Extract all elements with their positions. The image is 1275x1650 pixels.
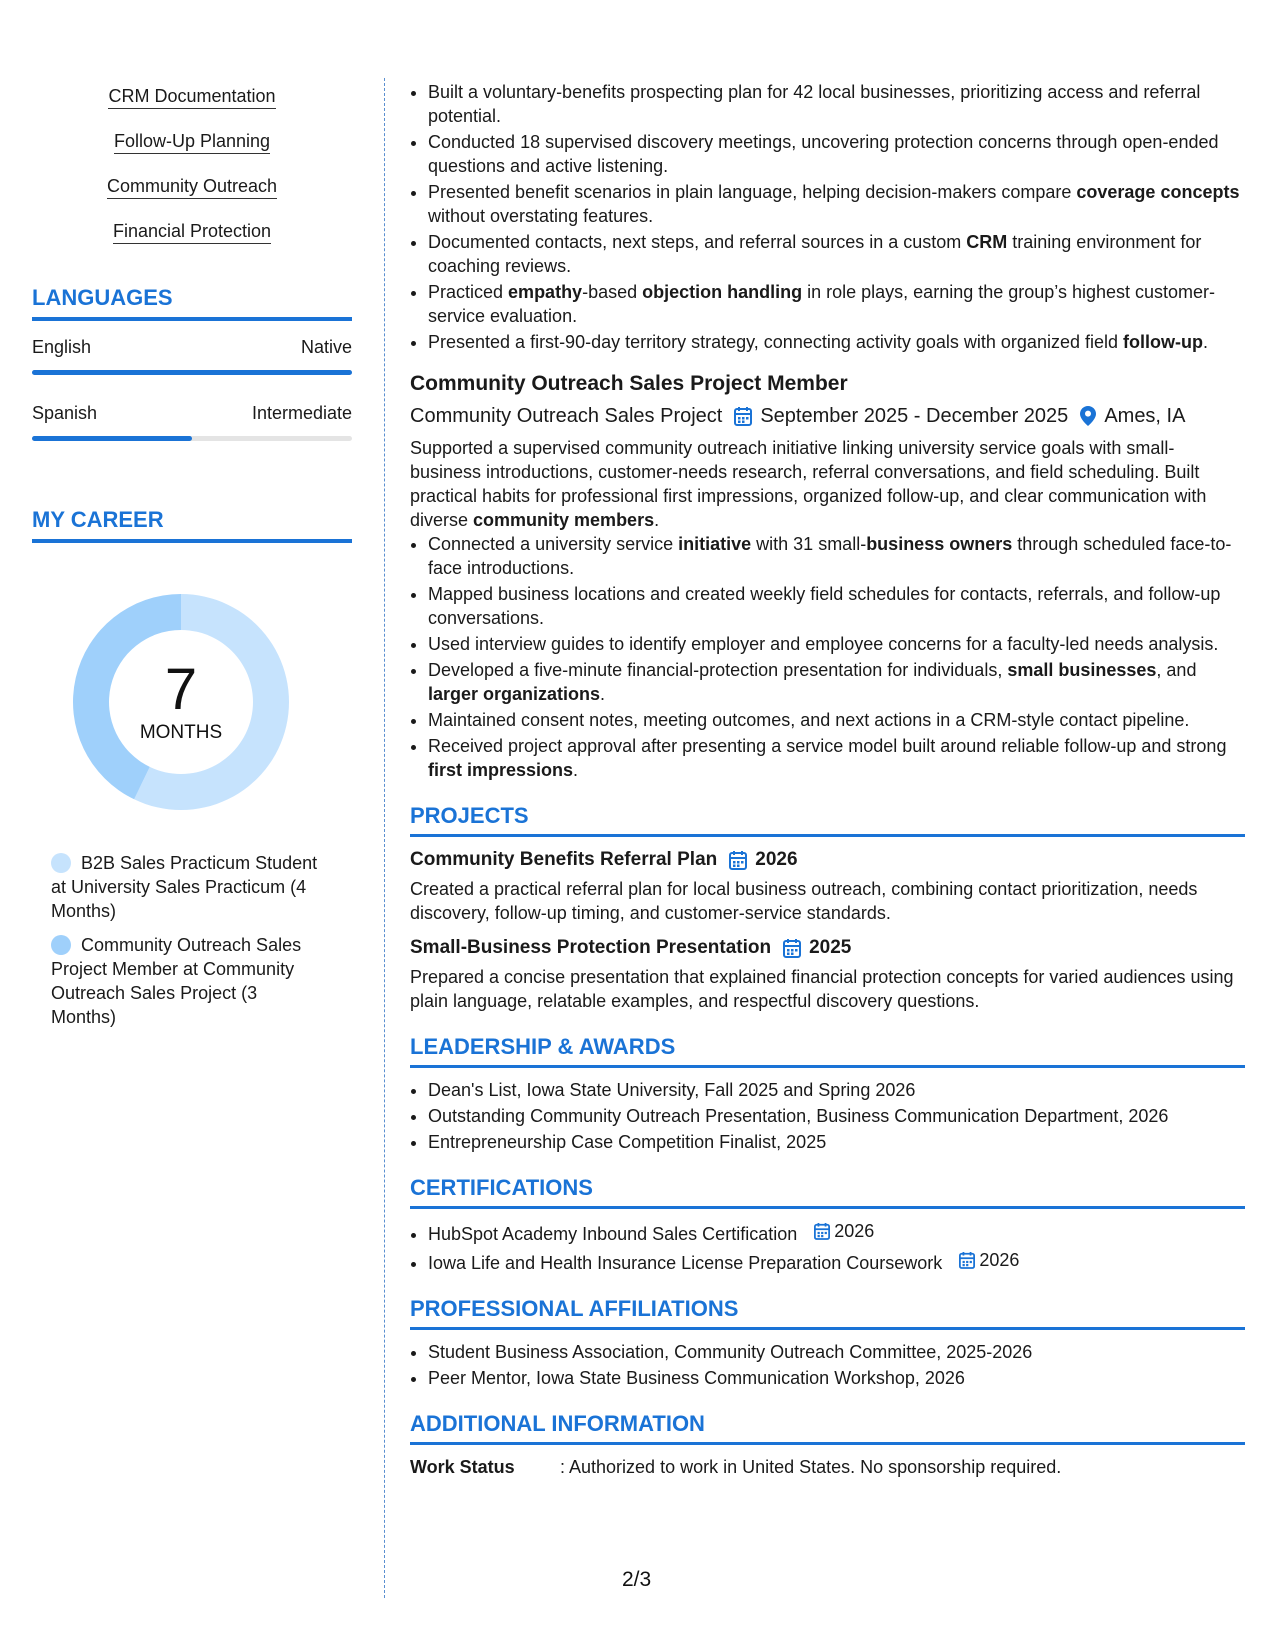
- language-bar: [32, 370, 352, 375]
- experience-bullet: • Maintained consent notes, meeting outcomes, and next actions in a CRM-style contact pipeline.: [428, 708, 1245, 732]
- skills-list: [32, 84, 352, 245]
- leadership-heading: LEADERSHIP & AWARDS: [410, 1033, 1245, 1068]
- project-description: Created a practical referral plan for local business outreach, combining contact prioritization, needs discovery, follow-up timing, and customer-service standards.: [410, 879, 1198, 923]
- main-column: [410, 80, 1245, 1479]
- career-legend: [51, 851, 321, 1029]
- calendar-icon: [783, 938, 801, 958]
- certification-year: 2026: [979, 1250, 1020, 1270]
- career-total-number: 7: [164, 657, 198, 722]
- job-location: Ames, IA: [1104, 405, 1186, 427]
- language-level: Native: [300, 337, 352, 357]
- skill-item: [32, 174, 352, 200]
- certification-item: [428, 1219, 1245, 1246]
- career-legend-item: [51, 933, 321, 1029]
- project-title: Small-Business Protection Presentation: [410, 937, 772, 958]
- leadership-item: • Dean's List, Iowa State University, Fall 2025 and Spring 2026: [428, 1078, 1245, 1102]
- experience-bullet: • Presented a first-90-day territory strategy, connecting activity goals with organized field follow-up.: [428, 330, 1245, 354]
- project-year: 2025: [809, 937, 852, 958]
- experience-bullet: • Developed a five-minute financial-protection presentation for individuals, small businesses, and larger organizations.: [428, 658, 1245, 706]
- column-divider: [384, 78, 385, 1598]
- affiliations-heading: PROFESSIONAL AFFILIATIONS: [410, 1295, 1245, 1330]
- experience-bullet: • Conducted 18 supervised discovery meetings, uncovering protection concerns through open-ended questions and active listening.: [428, 130, 1245, 178]
- skill-item: [32, 129, 352, 155]
- affiliation-item: • Peer Mentor, Iowa State Business Communication Workshop, 2026: [428, 1366, 1245, 1390]
- experience-bullet: • Mapped business locations and created weekly field schedules for contacts, referrals, and follow-up conversations.: [428, 582, 1245, 630]
- affiliations-list: [410, 1340, 1245, 1390]
- skill-label: CRM Documentation: [108, 86, 275, 109]
- job-title: Community Outreach Sales Project Member: [410, 372, 848, 395]
- work-status-value: : Authorized to work in United States. No sponsorship required.: [560, 1457, 1062, 1477]
- experience-bullet: • Used interview guides to identify employer and employee concerns for a faculty-led needs analysis.: [428, 632, 1245, 656]
- work-status-row: [410, 1455, 1245, 1479]
- language-level: Intermediate: [251, 403, 352, 423]
- experience-bullet: • Connected a university service initiative with 31 small-business owners through scheduled face-to-face introductions.: [428, 532, 1245, 580]
- calendar-icon: [814, 1222, 830, 1240]
- project-item: [410, 847, 1245, 925]
- additional-info-heading: ADDITIONAL INFORMATION: [410, 1410, 1245, 1445]
- leadership-item: • Entrepreneurship Case Competition Finalist, 2025: [428, 1130, 1245, 1154]
- language-bar-fill: [32, 436, 192, 441]
- languages-heading: LANGUAGES: [32, 285, 352, 321]
- certifications-heading: CERTIFICATIONS: [410, 1174, 1245, 1209]
- job-dates: September 2025 - December 2025: [760, 405, 1069, 427]
- calendar-icon: [729, 850, 747, 870]
- certifications-list: [410, 1219, 1245, 1275]
- language-spanish: [32, 403, 352, 441]
- experience-bullet: • Presented benefit scenarios in plain language, helping decision-makers compare coverage concepts without overstating features.: [428, 180, 1245, 228]
- skill-item: [32, 84, 352, 110]
- page-number: 2/3: [622, 1568, 652, 1591]
- leadership-item: • Outstanding Community Outreach Presentation, Business Communication Department, 2026: [428, 1104, 1245, 1128]
- skill-label: Financial Protection: [113, 221, 271, 244]
- career-total-unit: MONTHS: [139, 722, 223, 743]
- map-pin-icon: [1080, 406, 1096, 426]
- job-company: Community Outreach Sales Project: [410, 405, 723, 427]
- experience-bullet: • Received project approval after presenting a service model built around reliable follow-up and strong first impressions.: [428, 734, 1245, 782]
- project-title: Community Benefits Referral Plan: [410, 849, 718, 870]
- job-bullets: [410, 532, 1245, 782]
- job-entry: [410, 370, 1245, 782]
- skill-item: [32, 219, 352, 245]
- experience-bullet: • Practiced empathy-based objection handling in role plays, earning the group’s highest customer-service evaluation.: [428, 280, 1245, 328]
- calendar-icon: [959, 1251, 975, 1269]
- legend-label: B2B Sales Practicum Student at University Sales Practicum (4 Months): [51, 853, 318, 921]
- certification-year: 2026: [834, 1221, 875, 1241]
- legend-label: Community Outreach Sales Project Member at Community Outreach Sales Project (3 Months): [51, 935, 302, 1027]
- job-description: Supported a supervised community outreach initiative linking university service goals with small-business introductions, customer-needs research, referral conversations, and field scheduling. Built practical habits for professional first impressions, organized follow-up, and clear communication with diverse community members.: [410, 438, 1207, 530]
- previous-job-bullets: [410, 80, 1245, 354]
- calendar-icon: [734, 406, 752, 426]
- work-status-label: Work Status: [410, 1457, 515, 1477]
- certification-item: [428, 1248, 1245, 1275]
- language-name: English: [32, 337, 92, 357]
- language-bar-fill: [32, 370, 352, 375]
- projects-heading: PROJECTS: [410, 802, 1245, 837]
- career-donut-chart: [66, 587, 296, 817]
- skill-label: Community Outreach: [107, 176, 277, 199]
- affiliation-item: • Student Business Association, Community Outreach Committee, 2025-2026: [428, 1340, 1245, 1364]
- legend-dot: [51, 935, 71, 955]
- sidebar: [32, 84, 352, 1039]
- career-legend-item: [51, 851, 321, 923]
- project-item: [410, 935, 1245, 1013]
- certification-name: Iowa Life and Health Insurance License Preparation Coursework: [428, 1253, 943, 1273]
- career-heading: MY CAREER: [32, 507, 352, 543]
- legend-dot: [51, 853, 71, 873]
- project-description: Prepared a concise presentation that explained financial protection concepts for varied audiences using plain language, relatable examples, and respectful discovery questions.: [410, 967, 1234, 1011]
- certification-name: HubSpot Academy Inbound Sales Certification: [428, 1224, 798, 1244]
- language-english: [32, 337, 352, 375]
- language-bar: [32, 436, 352, 441]
- language-name: Spanish: [32, 403, 98, 423]
- job-meta: [410, 402, 1245, 430]
- skill-label: Follow-Up Planning: [114, 131, 270, 154]
- experience-bullet: • Documented contacts, next steps, and referral sources in a custom CRM training environment for coaching reviews.: [428, 230, 1245, 278]
- leadership-list: [410, 1078, 1245, 1154]
- project-year: 2026: [755, 849, 798, 870]
- experience-bullet: • Built a voluntary-benefits prospecting plan for 42 local businesses, prioritizing access and referral potential.: [428, 80, 1245, 128]
